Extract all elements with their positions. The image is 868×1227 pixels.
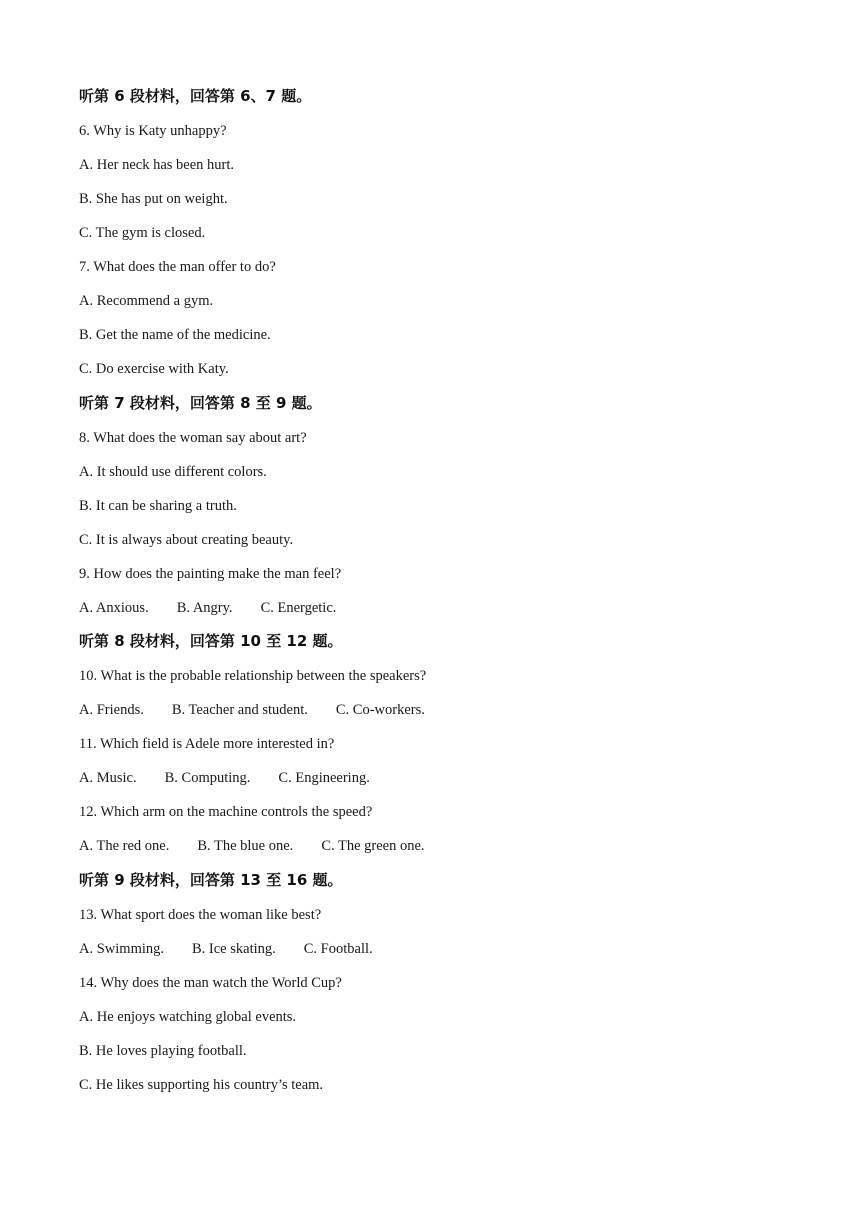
option-a: A. He enjoys watching global events.	[79, 1009, 297, 1025]
section-heading: 听第 7 段材料，回答第 8 至 9 题。	[79, 394, 322, 412]
option-b: B. Angry.	[176, 600, 233, 616]
option-c: C. He likes supporting his country’s team.	[79, 1077, 324, 1093]
option-b: B. Ice skating.	[192, 941, 276, 957]
question-text: 11. Which field is Adele more interested in?	[79, 736, 335, 752]
section-heading: 听第 6 段材料，回答第 6、7 题。	[79, 87, 312, 105]
option-b: B. She has put on weight.	[79, 191, 228, 207]
option-a: A. Swimming.	[79, 941, 164, 957]
section-heading: 听第 9 段材料，回答第 13 至 16 题。	[79, 871, 343, 889]
question-text: 14. Why does the man watch the World Cup?	[79, 975, 342, 991]
option-a: A. Anxious.	[79, 600, 149, 616]
option-c: C. Football.	[303, 941, 373, 957]
option-b: B. The blue one.	[197, 838, 294, 854]
option-b: B. Computing.	[164, 770, 251, 786]
option-b: B. It can be sharing a truth.	[79, 498, 237, 514]
option-c: C. Energetic.	[260, 600, 337, 616]
question-text: 12. Which arm on the machine controls the speed?	[79, 804, 373, 820]
option-c: C. Do exercise with Katy.	[79, 361, 229, 377]
option-c: C. Co-workers.	[335, 702, 425, 718]
option-a: A. The red one.	[79, 838, 170, 854]
question-text: 7. What does the man offer to do?	[79, 259, 276, 275]
option-a: A. Music.	[79, 770, 137, 786]
option-a: A. Recommend a gym.	[79, 293, 214, 309]
option-b: B. Get the name of the medicine.	[79, 327, 271, 343]
options-row	[79, 837, 425, 855]
option-a: A. Friends.	[79, 702, 144, 718]
option-c: C. It is always about creating beauty.	[79, 532, 294, 548]
option-a: A. Her neck has been hurt.	[79, 157, 235, 173]
options-row	[79, 599, 336, 617]
question-text: 10. What is the probable relationship between the speakers?	[79, 668, 427, 684]
options-row	[79, 701, 425, 719]
option-c: C. The gym is closed.	[79, 225, 206, 241]
option-a: A. It should use different colors.	[79, 464, 267, 480]
question-text: 9. How does the painting make the man feel?	[79, 566, 342, 582]
options-row	[79, 940, 373, 958]
section-heading: 听第 8 段材料，回答第 10 至 12 题。	[79, 632, 343, 650]
option-c: C. The green one.	[321, 838, 425, 854]
question-text: 8. What does the woman say about art?	[79, 430, 307, 446]
option-b: B. Teacher and student.	[171, 702, 308, 718]
question-text: 6. Why is Katy unhappy?	[79, 123, 227, 139]
option-b: B. He loves playing football.	[79, 1043, 247, 1059]
option-c: C. Engineering.	[278, 770, 370, 786]
question-text: 13. What sport does the woman like best?	[79, 907, 322, 923]
options-row	[79, 769, 370, 787]
